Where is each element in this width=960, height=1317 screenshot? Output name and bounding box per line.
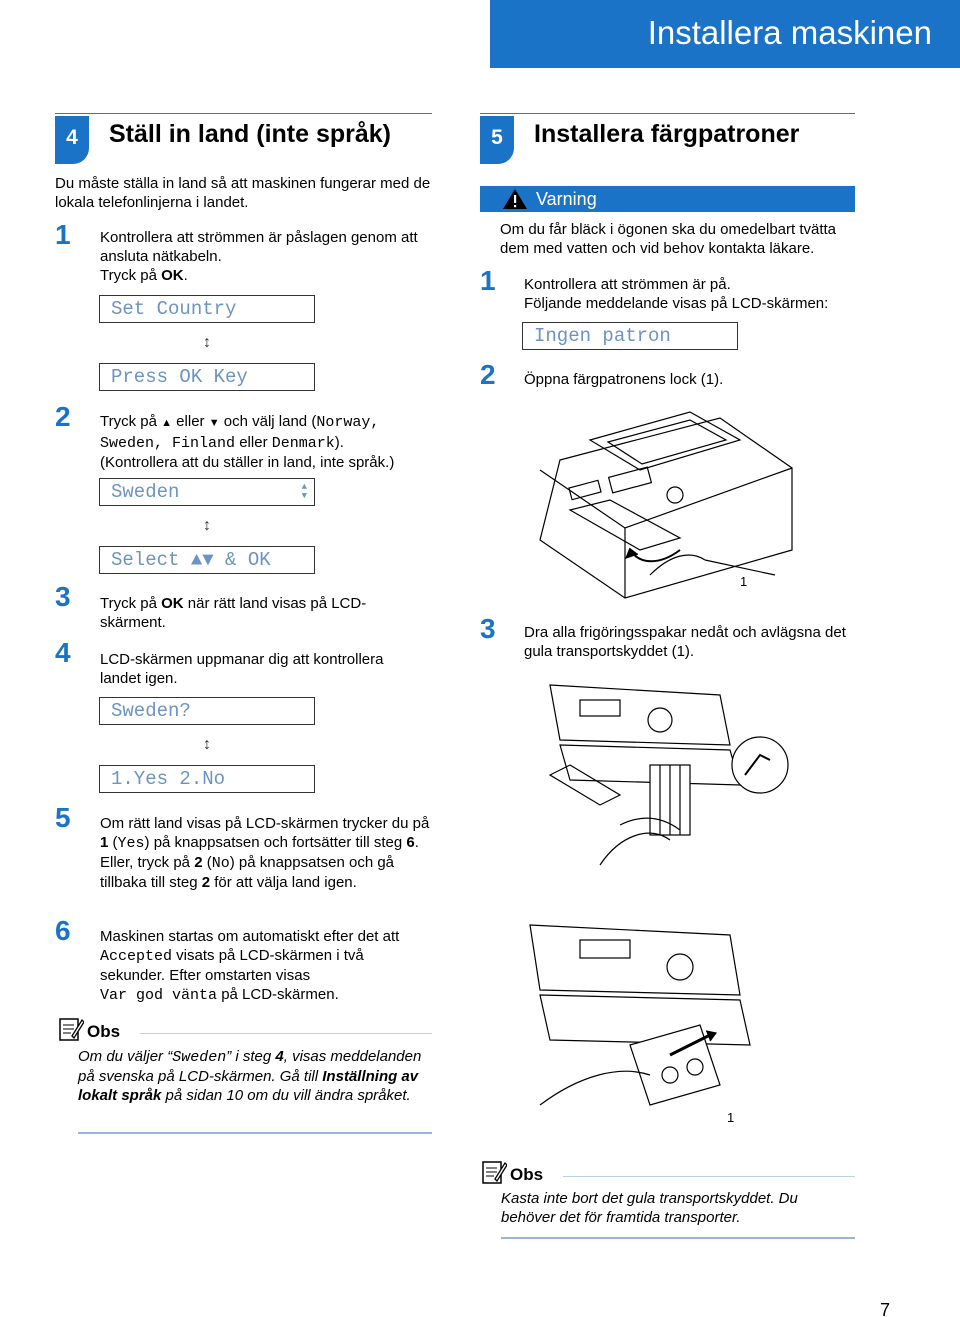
item-text: Tryck på ▲ eller ▼ och välj land (Norway, Sweden, Finland eller Denmark). (Kontrollera att du ställer in land, inte språk.) — [100, 413, 395, 471]
note-icon — [58, 1016, 84, 1047]
intro-text: Du måste ställa in land så att maskinen fungerar med de lokala telefonlinjerna i landet. — [55, 175, 431, 211]
step-5-heading — [480, 113, 855, 163]
divider — [563, 1176, 855, 1177]
divider — [501, 1237, 855, 1239]
up-arrow-icon: ▲ — [161, 417, 173, 429]
cartridge-lever-illustration — [540, 665, 800, 880]
header-bar — [490, 0, 960, 68]
note-title: Obs — [87, 1022, 121, 1041]
item-number: 4 — [55, 637, 71, 668]
step-number: 4 — [55, 116, 89, 164]
lcd-display: Select ▲▼ & OK — [99, 546, 315, 574]
note-text: Kasta inte bort det gula transportskyddet. Du behöver det för framtida transporter. — [501, 1190, 798, 1226]
warning-icon — [502, 188, 528, 215]
lcd-display: Sweden ▲ ▼ — [99, 478, 315, 506]
note-text: Om du väljer “Sweden” i steg 4, visas meddelanden på svenska på LCD-skärmen. Gå till Inställning av lokalt språk på sidan 10 om du vill ändra språket. — [78, 1048, 422, 1104]
updown-arrow-icon: ↕ — [203, 517, 211, 534]
page-title: Installera maskinen — [647, 14, 932, 51]
item-text: Om rätt land visas på LCD-skärmen trycker du på 1 (Yes) på knappsatsen och fortsätter till steg 6. Eller, tryck på 2 (No) på knappsatsen och gå tillbaka till steg 2 för att välja land igen. — [100, 815, 430, 891]
divider — [78, 1132, 432, 1134]
item-number: 6 — [55, 915, 71, 946]
item-number: 3 — [480, 613, 496, 644]
item-number: 1 — [480, 265, 496, 296]
step-number: 5 — [480, 116, 514, 164]
lcd-display: Ingen patron — [522, 322, 738, 350]
item-text: Tryck på OK när rätt land visas på LCD-skärment. — [100, 595, 367, 631]
transport-cover-illustration — [520, 905, 770, 1130]
page-number: 7 — [879, 1300, 890, 1317]
item-number: 2 — [55, 401, 71, 432]
item-number: 1 — [55, 219, 71, 250]
item-text: Kontrollera att strömmen är på. Följande meddelande visas på LCD-skärmen: — [524, 276, 829, 312]
figure-label: 1 — [727, 1110, 735, 1125]
scroll-arrows-icon: ▲ ▼ — [301, 482, 307, 501]
note-icon — [481, 1159, 507, 1190]
lcd-display: Press OK Key — [99, 363, 315, 391]
lcd-display: Sweden? — [99, 697, 315, 725]
item-number: 2 — [480, 359, 496, 390]
figure-label: 1 — [740, 574, 748, 589]
item-number: 5 — [55, 802, 71, 833]
note-title: Obs — [510, 1165, 544, 1184]
step-title: Installera färgpatroner — [534, 120, 800, 148]
divider — [140, 1033, 432, 1034]
printer-illustration — [530, 400, 800, 605]
item-text: Kontrollera att strömmen är påslagen genom att ansluta nätkabeln. Tryck på OK. — [100, 229, 418, 284]
item-text: Dra alla frigöringsspakar nedåt och avlägsna det gula transportskyddet (1). — [524, 624, 846, 660]
lcd-display: 1.Yes 2.No — [99, 765, 315, 793]
warning-label: Varning — [536, 189, 597, 209]
warning-text: Om du får bläck i ögonen ska du omedelbart tvätta dem med vatten och vid behov kontakta läkare. — [500, 221, 837, 257]
item-text: Öppna färgpatronens lock (1). — [524, 371, 724, 388]
step-title: Ställ in land (inte språk) — [109, 120, 391, 148]
updown-arrow-icon: ↕ — [203, 736, 211, 753]
updown-arrow-icon: ↕ — [203, 334, 211, 351]
item-number: 3 — [55, 581, 71, 612]
item-text: Maskinen startas om automatiskt efter det att Accepted visats på LCD-skärmen i två sekunder. Efter omstarten visas Var god vänta på LCD-skärmen. — [100, 928, 400, 1004]
step-4-heading — [55, 113, 432, 163]
warning-bar — [480, 186, 855, 212]
down-arrow-icon: ▼ — [208, 417, 220, 429]
lcd-display: Set Country — [99, 295, 315, 323]
item-text: LCD-skärmen uppmanar dig att kontrollera landet igen. — [100, 651, 384, 687]
